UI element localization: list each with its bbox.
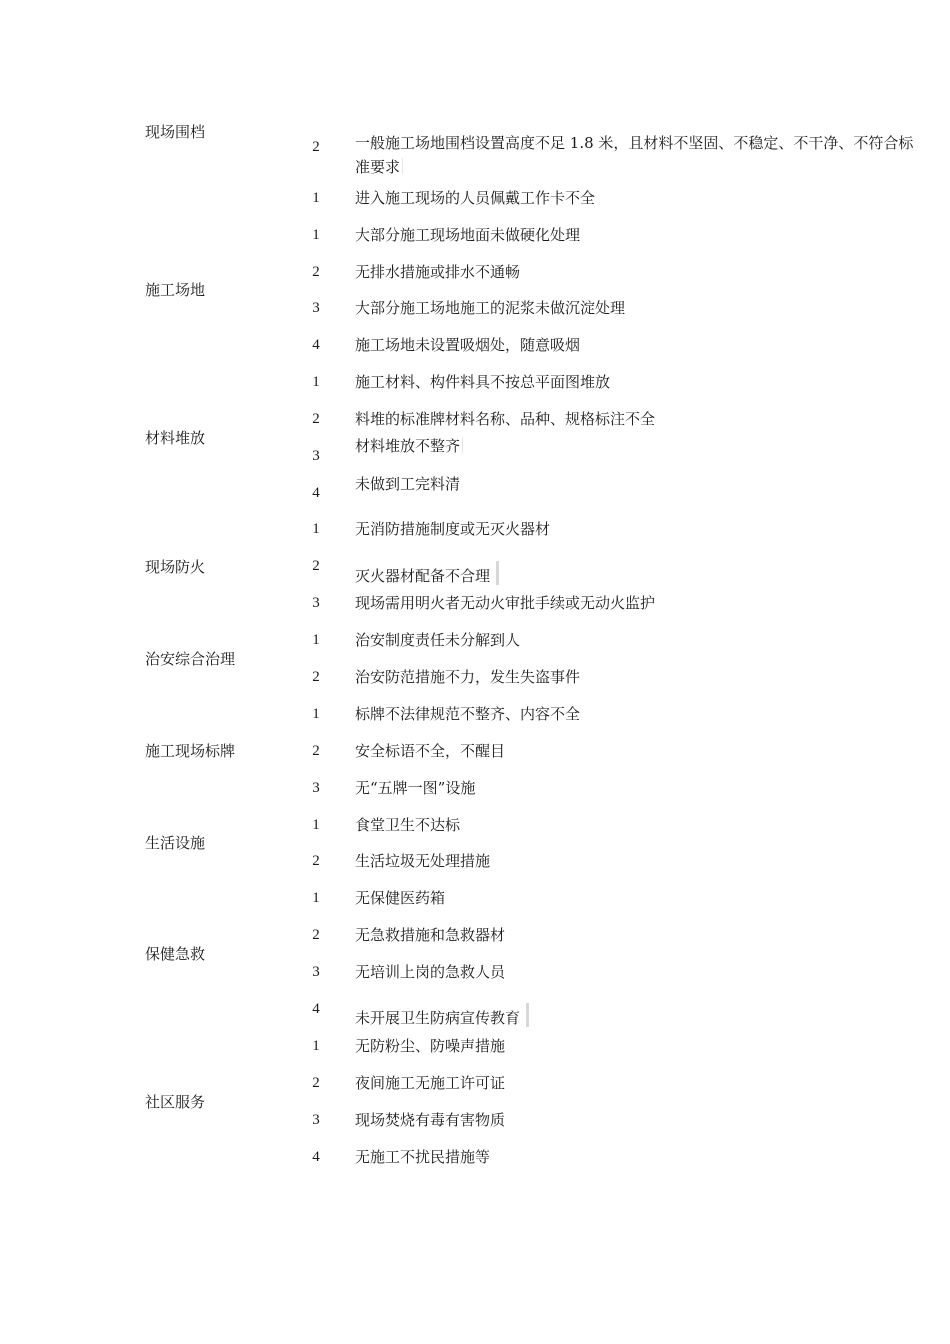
item-text: 大部分施工现场地面未做硬化处理 (355, 226, 581, 244)
category-label: 保健急救 (145, 945, 206, 963)
item-text: 进入施工现场的人员佩戴工作卡不全 (355, 189, 596, 207)
category-label: 治安综合治理 (145, 650, 236, 668)
item-number: 4 (312, 485, 320, 501)
item-text: 无保健医药箱 (355, 889, 446, 907)
item-text: 无施工不扰民措施等 (355, 1148, 491, 1166)
item-number: 1 (312, 190, 320, 206)
item-number: 2 (312, 139, 320, 155)
item-number: 2 (312, 558, 320, 574)
item-number: 4 (312, 1001, 320, 1017)
item-text: 无排水措施或排水不通畅 (355, 263, 521, 281)
item-text: 现场需用明火者无动火审批手续或无动火监护 (355, 594, 656, 612)
item-number: 4 (312, 1149, 320, 1165)
item-number: 2 (312, 743, 320, 759)
category-label: 材料堆放 (145, 429, 206, 447)
item-number: 1 (312, 521, 320, 537)
item-text: 材料堆放不整齐 (355, 434, 463, 458)
category-label: 社区服务 (145, 1093, 206, 1111)
item-text: 无消防措施制度或无灭火器材 (355, 520, 551, 538)
item-number: 1 (312, 374, 320, 390)
item-text: 施工材料、构件料具不按总平面图堆放 (355, 373, 611, 391)
category-label: 施工现场标牌 (145, 742, 236, 760)
item-number: 3 (312, 1112, 320, 1128)
item-number: 2 (312, 411, 320, 427)
item-number: 3 (312, 300, 320, 316)
text-cursor-mark (496, 561, 499, 585)
text-cursor-mark (462, 437, 463, 453)
item-number: 1 (312, 632, 320, 648)
item-text: 灭火器材配备不合理 (355, 561, 499, 588)
item-number: 2 (312, 1075, 320, 1091)
item-text: 治安制度责任未分解到人 (355, 631, 521, 649)
item-number: 1 (312, 706, 320, 722)
category-label: 现场防火 (145, 558, 206, 576)
item-number: 3 (312, 780, 320, 796)
item-number: 3 (312, 964, 320, 980)
item-text: 无培训上岗的急救人员 (355, 963, 506, 981)
item-number: 2 (312, 669, 320, 685)
item-text: 大部分施工场地施工的泥浆未做沉淀处理 (355, 299, 626, 317)
item-text: 无“五牌一图”设施 (355, 779, 476, 797)
item-text: 未做到工完料清 (355, 475, 461, 493)
text-cursor-mark (402, 158, 403, 174)
item-text: 无防粉尘、防噪声措施 (355, 1037, 506, 1055)
item-text: 食堂卫生不达标 (355, 816, 461, 834)
item-text: 施工场地未设置吸烟处，随意吸烟 (355, 336, 581, 354)
item-number: 1 (312, 817, 320, 833)
item-number: 2 (312, 853, 320, 869)
item-text: 现场焚烧有毒有害物质 (355, 1111, 506, 1129)
item-text: 标牌不法律规范不整齐、内容不全 (355, 705, 581, 723)
item-number: 1 (312, 227, 320, 243)
item-number: 3 (312, 595, 320, 611)
category-label: 现场围档 (145, 123, 206, 141)
item-text: 一般施工场地围档设置高度不足 1.8 米，且材料不坚固、不稳定、不干净、不符合标准要求 (355, 134, 914, 176)
text-cursor-mark (526, 1003, 529, 1027)
category-label: 生活设施 (145, 834, 206, 852)
item-text: 治安防范措施不力，发生失盗事件 (355, 668, 581, 686)
item-text: 料堆的标准牌材料名称、品种、规格标注不全 (355, 410, 656, 428)
category-label: 施工场地 (145, 281, 206, 299)
item-text: 安全标语不全，不醒目 (355, 742, 506, 760)
item-text: 生活垃圾无处理措施 (355, 852, 491, 870)
item-number: 2 (312, 264, 320, 280)
item-text: 夜间施工无施工许可证 (355, 1074, 506, 1092)
item-number: 4 (312, 337, 320, 353)
item-text: 未开展卫生防病宣传教育 (355, 1003, 529, 1030)
item-text: 无急救措施和急救器材 (355, 926, 506, 944)
item-number: 1 (312, 890, 320, 906)
item-number: 2 (312, 927, 320, 943)
item-number: 3 (312, 448, 320, 464)
item-number: 1 (312, 1038, 320, 1054)
